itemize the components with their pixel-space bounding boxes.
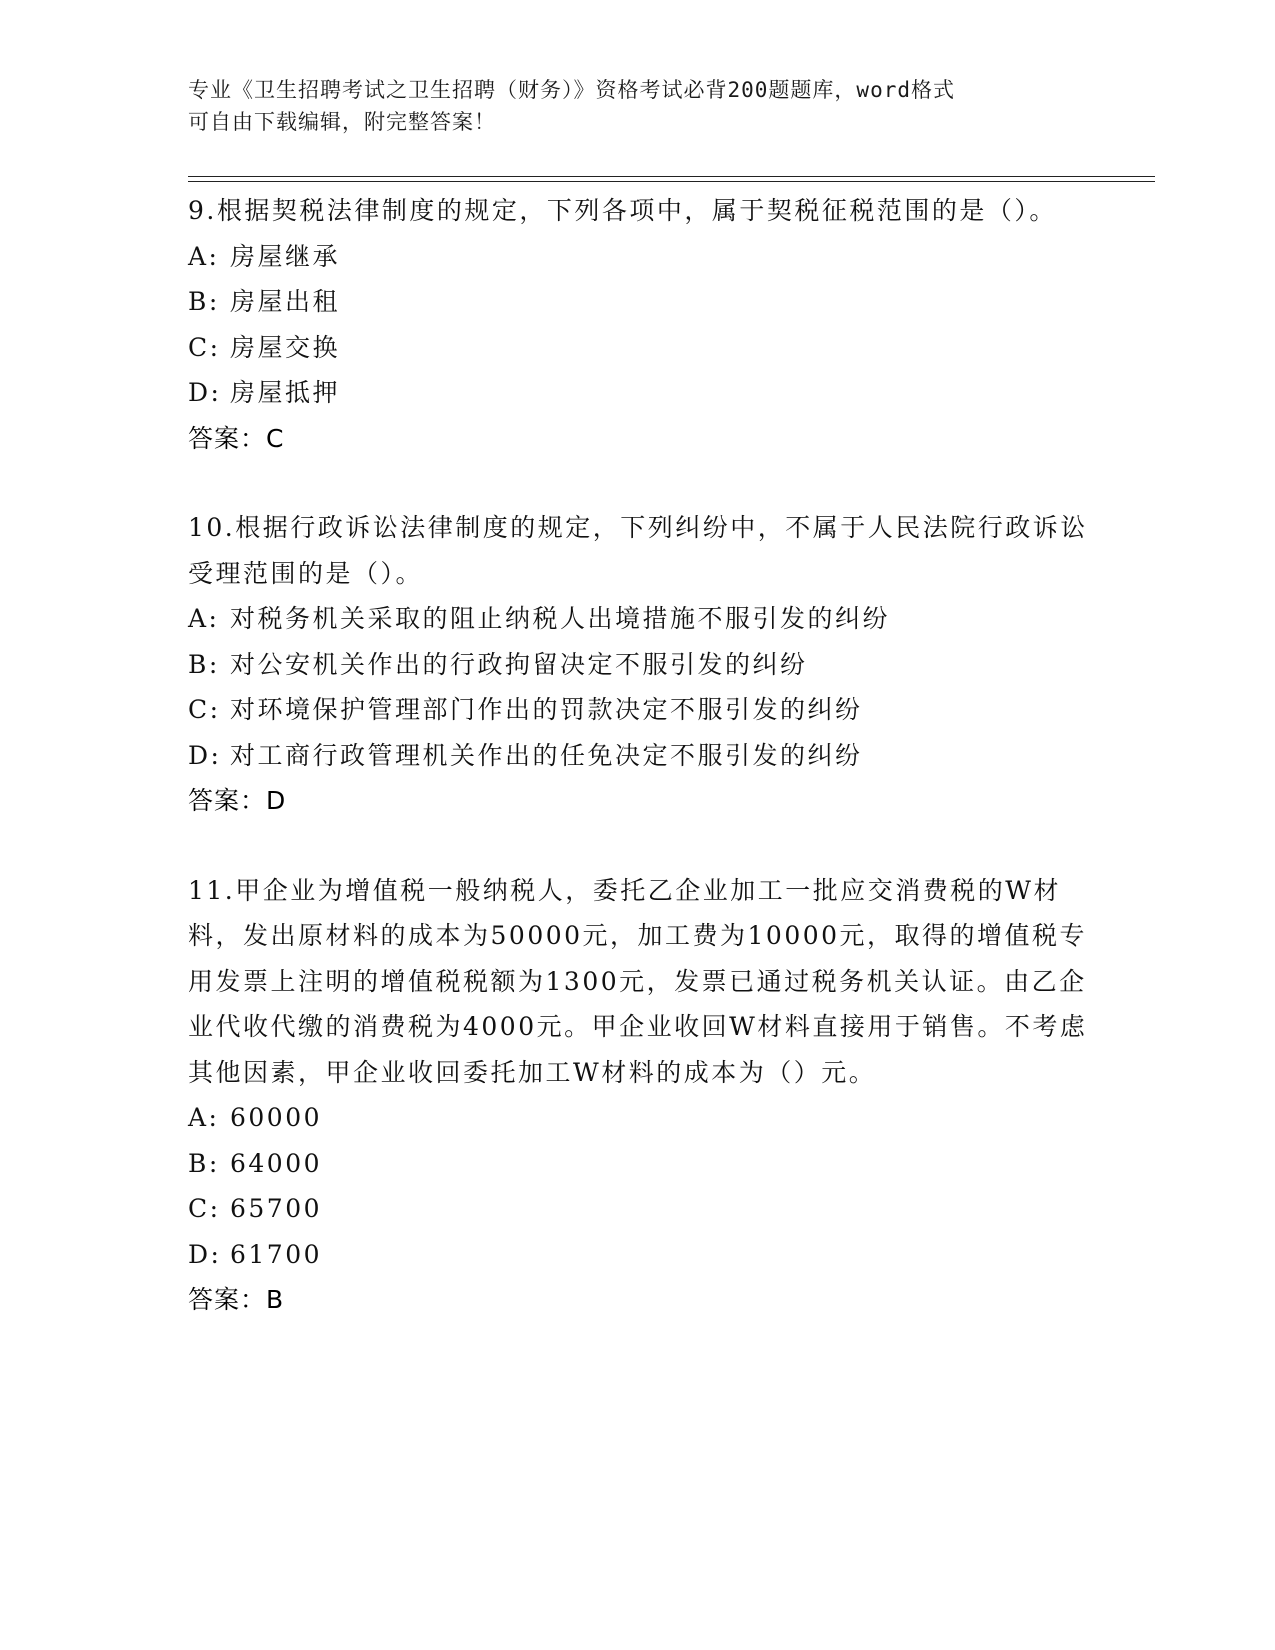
option-letter: A:: [188, 604, 220, 633]
option-text: 对工商行政管理机关作出的任免决定不服引发的纠纷: [230, 740, 863, 770]
answer-line: 答案：B: [188, 1285, 285, 1314]
option-c: [188, 1186, 1088, 1232]
question-text: 11.甲企业为增值税一般纳税人，委托乙企业加工一批应交消费税的W材料，发出原材料的成本为50000元，加工费为10000元，取得的增值税专用发票上注明的增值税税额为1300元，发票已通过税务机关认证。由乙企业代收代缴的消费税为4000元。甲企业收回W材料直接用于销售。不考虑其他因素，甲企业收回委托加工W材料的成本为（）元。: [188, 875, 1088, 1087]
option-text: 60000: [230, 1103, 323, 1132]
option-c: [188, 325, 1088, 371]
question-item: [188, 188, 1088, 461]
option-c: [188, 687, 1088, 733]
option-b: [188, 1141, 1088, 1187]
option-text: 61700: [230, 1239, 323, 1269]
question-list: [188, 188, 1088, 1323]
option-a: [188, 1095, 1088, 1141]
option-d: [188, 370, 1088, 416]
header-divider-top: [188, 176, 1155, 177]
option-b: [188, 279, 1088, 325]
option-text: 65700: [230, 1194, 323, 1223]
option-letter: C:: [188, 1194, 221, 1223]
option-text: 对税务机关采取的阻止纳税人出境措施不服引发的纠纷: [230, 604, 891, 633]
option-text: 对公安机关作出的行政拘留决定不服引发的纠纷: [230, 649, 808, 679]
option-letter: D:: [188, 740, 222, 770]
option-letter: B:: [188, 1148, 220, 1178]
option-letter: D:: [188, 1239, 222, 1269]
header-line-2: 可自由下载编辑，附完整答案！: [188, 110, 496, 134]
option-a: [188, 596, 1088, 642]
question-item: [188, 505, 1088, 824]
question-item: [188, 868, 1088, 1323]
option-letter: C:: [188, 695, 221, 724]
option-text: 房屋继承: [230, 241, 341, 271]
answer-line: 答案：D: [188, 786, 287, 815]
option-text: 房屋出租: [230, 287, 341, 316]
option-text: 房屋抵押: [230, 378, 341, 407]
option-letter: D:: [188, 378, 222, 407]
question-text: 9.根据契税法律制度的规定，下列各项中，属于契税征税范围的是（）。: [188, 196, 1057, 225]
question-text: 10.根据行政诉讼法律制度的规定，下列纠纷中，不属于人民法院行政诉讼受理范围的是（）。: [188, 513, 1088, 588]
option-d: [188, 1232, 1088, 1278]
option-d: [188, 733, 1088, 779]
document-header: [188, 74, 1068, 138]
option-text: 对环境保护管理部门作出的罚款决定不服引发的纠纷: [230, 695, 863, 724]
option-b: [188, 642, 1088, 688]
spacer: [188, 824, 1088, 868]
answer-line: 答案：C: [188, 423, 285, 453]
option-letter: B:: [188, 287, 220, 316]
option-letter: A:: [188, 1103, 220, 1132]
spacer: [188, 461, 1088, 505]
option-letter: B:: [188, 649, 220, 679]
option-a: [188, 234, 1088, 280]
option-text: 房屋交换: [230, 332, 341, 362]
header-line-1: 专业《卫生招聘考试之卫生招聘（财务）》资格考试必背200题题库，word格式: [188, 78, 955, 102]
option-letter: A:: [188, 241, 220, 271]
option-text: 64000: [230, 1148, 323, 1178]
header-divider-bottom: [188, 181, 1155, 182]
option-letter: C:: [188, 332, 221, 362]
